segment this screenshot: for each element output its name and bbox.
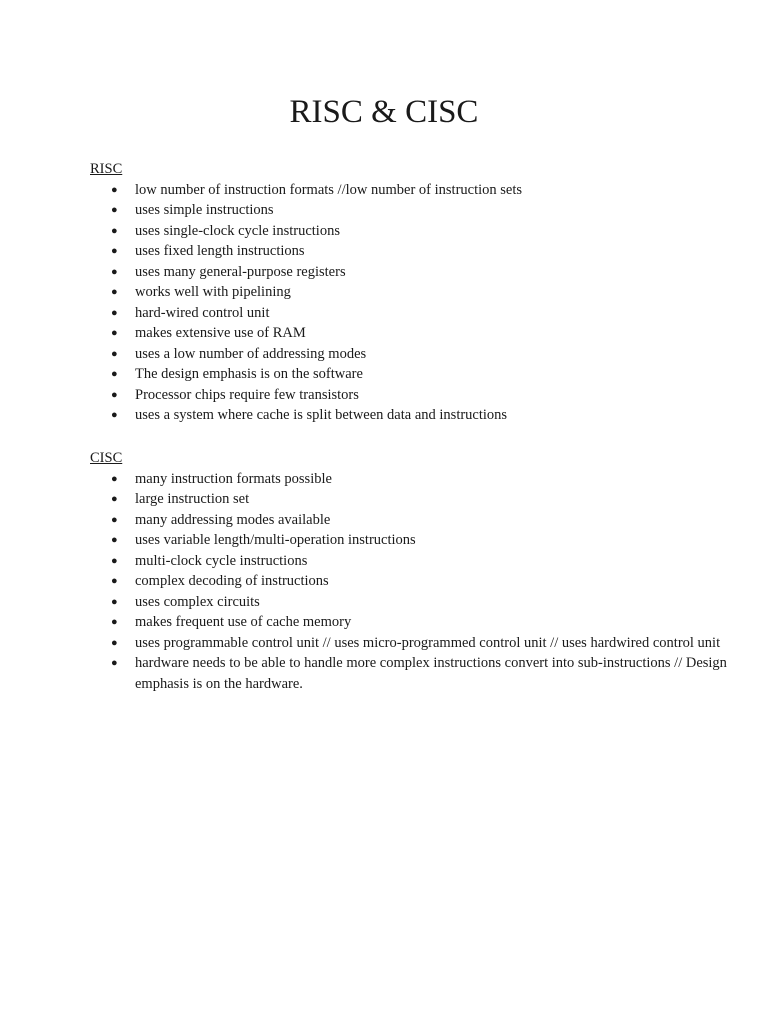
list-item xyxy=(90,653,730,694)
bullet-icon: ● xyxy=(111,636,118,649)
section-heading: CISC xyxy=(90,450,123,466)
list-item xyxy=(90,200,730,221)
list-item-text: makes frequent use of cache memory xyxy=(135,614,352,630)
bullet-icon: ● xyxy=(111,245,118,257)
page-title: RISC & CISC xyxy=(289,94,479,130)
bullet-icon: ● xyxy=(111,616,118,628)
list-item-text: uses fixed length instructions xyxy=(135,243,305,259)
list-item xyxy=(90,282,730,303)
list-item-text: many addressing modes available xyxy=(135,511,331,528)
bullet-icon: ● xyxy=(111,575,118,587)
bullet-icon: ● xyxy=(111,554,118,567)
bullet-icon: ● xyxy=(111,306,118,319)
bullet-icon: ● xyxy=(111,472,118,485)
list-item xyxy=(90,469,730,490)
list-item xyxy=(90,405,730,426)
bullet-icon: ● xyxy=(111,204,118,216)
list-item xyxy=(90,592,730,613)
list-item xyxy=(90,303,730,324)
bullet-list xyxy=(90,469,730,695)
bullet-icon: ● xyxy=(111,513,118,526)
list-item xyxy=(90,385,730,406)
list-item xyxy=(90,551,730,572)
list-item xyxy=(90,612,730,633)
list-item-text: uses many general-purpose registers xyxy=(135,263,346,280)
list-item-text: makes extensive use of RAM xyxy=(135,325,306,341)
section-risc xyxy=(90,159,730,426)
list-item-text: uses a system where cache is split between data and instructions xyxy=(135,407,508,423)
list-item-text: uses a low number of addressing modes xyxy=(135,345,367,362)
bullet-icon: ● xyxy=(111,595,118,608)
list-item xyxy=(90,633,730,654)
list-item-text: uses single-clock cycle instructions xyxy=(135,222,340,239)
list-item xyxy=(90,323,730,344)
list-item-text: uses simple instructions xyxy=(135,202,274,218)
bullet-icon: ● xyxy=(111,388,118,401)
list-item-text: hardware needs to be able to handle more complex instructions convert into sub-instructions // Design emphasis is on the hardware. xyxy=(135,655,727,692)
list-item xyxy=(90,241,730,262)
bullet-list xyxy=(90,180,730,426)
bullet-icon: ● xyxy=(111,224,118,237)
list-item-text: multi-clock cycle instructions xyxy=(135,552,308,569)
list-item-text: The design emphasis is on the software xyxy=(135,366,363,382)
bullet-icon: ● xyxy=(111,286,118,298)
list-item-text: Processor chips require few transistors xyxy=(135,386,359,403)
list-item xyxy=(90,344,730,365)
list-item-text: many instruction formats possible xyxy=(135,470,332,487)
bullet-icon: ● xyxy=(111,409,118,421)
list-item xyxy=(90,180,730,201)
bullet-icon: ● xyxy=(111,368,118,380)
list-item-text: works well with pipelining xyxy=(135,284,291,300)
bullet-icon: ● xyxy=(111,183,118,196)
list-item xyxy=(90,221,730,242)
list-item xyxy=(90,530,730,551)
list-item-text: complex decoding of instructions xyxy=(135,573,329,589)
bullet-icon: ● xyxy=(111,493,118,505)
list-item-text: uses complex circuits xyxy=(135,593,260,610)
list-item xyxy=(90,489,730,510)
list-item xyxy=(90,571,730,592)
list-item-text: uses programmable control unit // uses micro-programmed control unit // uses hardwired control unit xyxy=(135,634,721,651)
bullet-icon: ● xyxy=(111,265,118,278)
list-item-text: uses variable length/multi-operation instructions xyxy=(135,532,416,548)
bullet-icon: ● xyxy=(111,534,118,546)
bullet-icon: ● xyxy=(111,347,118,360)
bullet-icon: ● xyxy=(111,327,118,339)
list-item xyxy=(90,364,730,385)
list-item xyxy=(90,262,730,283)
section-heading: RISC xyxy=(90,161,123,177)
list-item-text: low number of instruction formats //low number of instruction sets xyxy=(135,181,523,198)
list-item-text: hard-wired control unit xyxy=(135,304,270,321)
bullet-icon: ● xyxy=(111,657,118,669)
list-item-text: large instruction set xyxy=(135,491,250,507)
list-item xyxy=(90,510,730,531)
section-cisc xyxy=(90,448,730,694)
